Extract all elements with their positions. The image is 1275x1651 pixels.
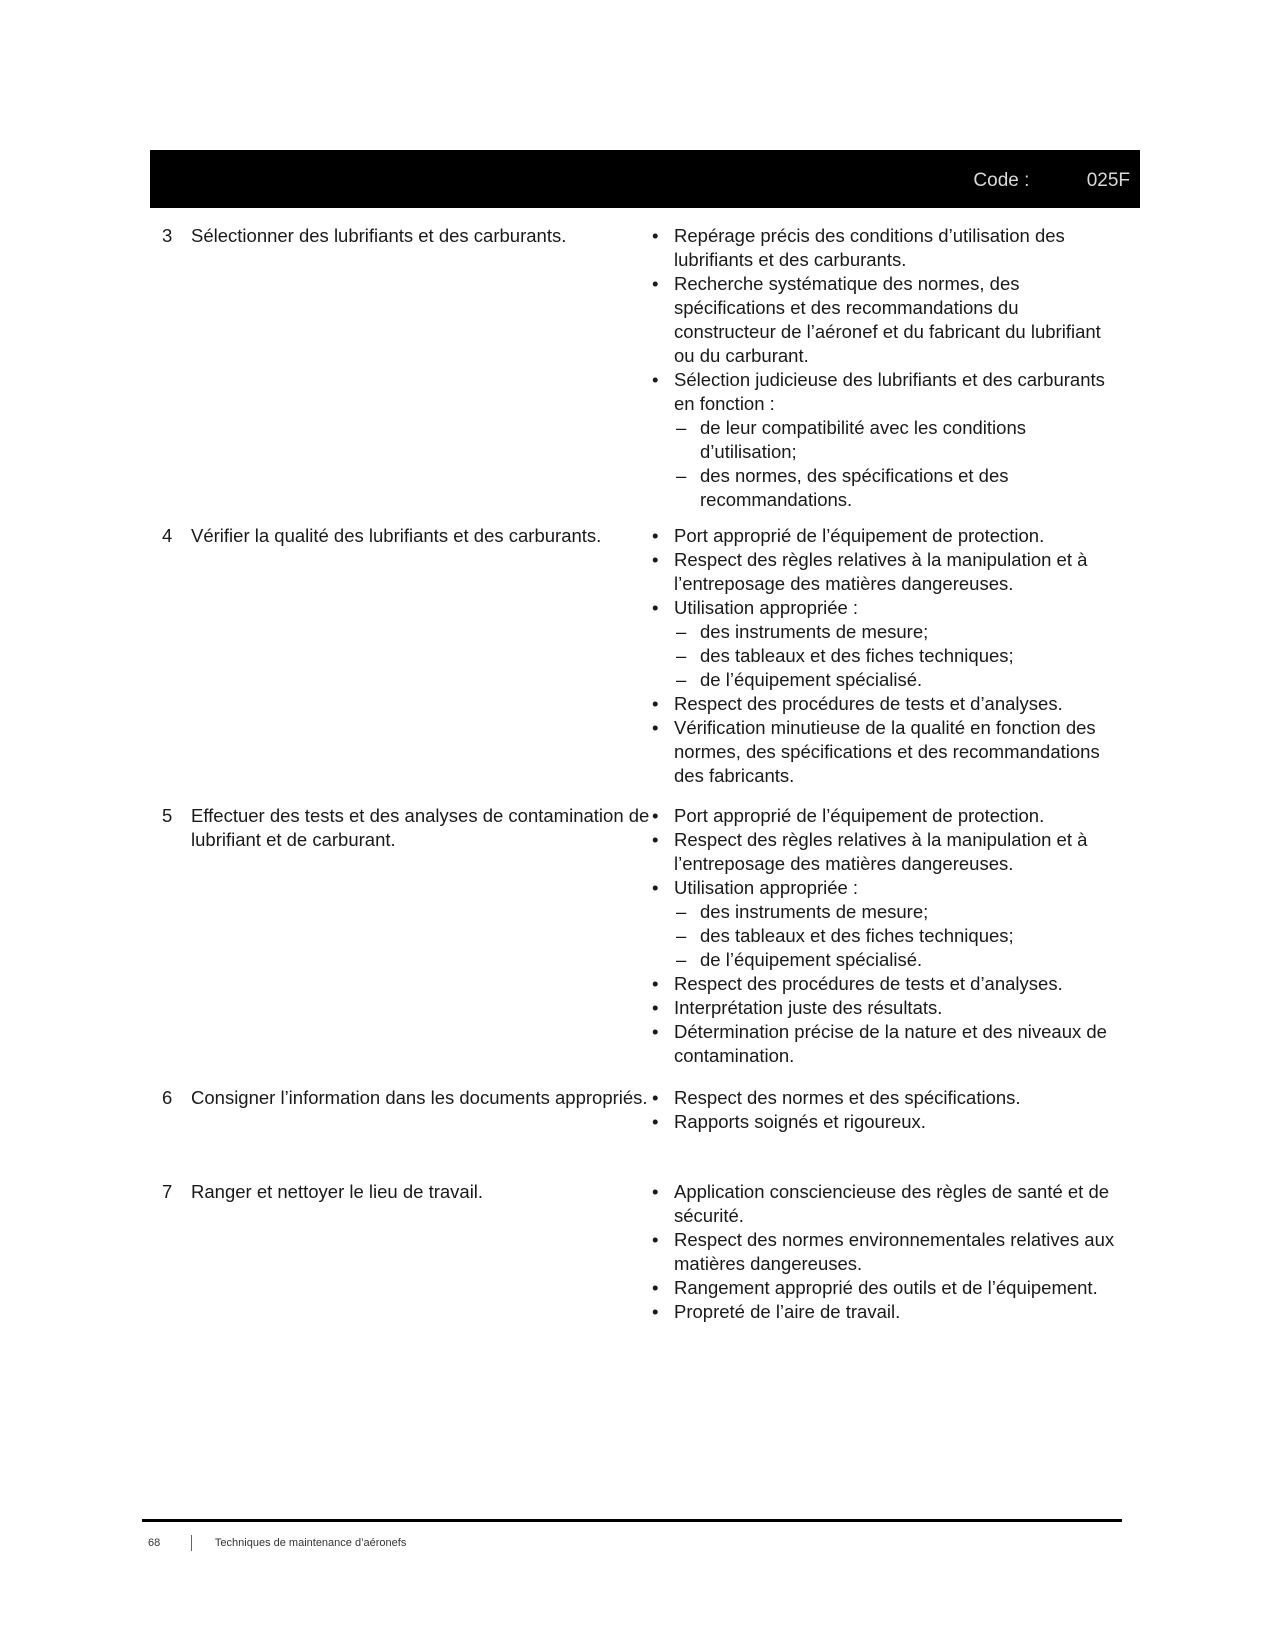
criterion-item [652, 1228, 1122, 1276]
criterion-title: Sélectionner des lubrifiants et des carburants. [191, 225, 567, 246]
criterion-item-text: Respect des normes et des spécifications. [674, 1087, 1021, 1108]
criterion-item-text: Respect des règles relatives à la manipulation et à l’entreposage des matières dangereuses. [674, 829, 1088, 874]
criterion-item [652, 1086, 1122, 1110]
criterion-item-text: Vérification minutieuse de la qualité en fonction des normes, des spécifications et des recommandations des fabricants. [674, 717, 1100, 786]
criterion-item-text: Rapports soignés et rigoureux. [674, 1111, 926, 1132]
performance-criteria-list [652, 224, 1122, 512]
criterion-item-text: Utilisation appropriée : [674, 877, 859, 898]
criterion-item-text: Interprétation juste des résultats. [674, 997, 943, 1018]
sub-item: – de l’équipement spécialisé. [674, 668, 1122, 692]
criterion-item [652, 524, 1122, 548]
criterion-number: 4 [162, 525, 173, 546]
performance-criteria-list [652, 804, 1122, 1068]
criterion-item-text: Rangement approprié des outils et de l’équipement. [674, 1277, 1098, 1298]
criterion-item [652, 692, 1122, 716]
sub-item-list [674, 416, 1122, 512]
criterion-item [652, 716, 1122, 788]
criterion-item [652, 272, 1122, 368]
header-bar [150, 150, 1140, 208]
sub-item: – des normes, des spécifications et des recommandations. [674, 464, 1122, 512]
criterion-number: 6 [162, 1087, 173, 1108]
footer [148, 1535, 406, 1551]
criterion-item-text: Sélection judicieuse des lubrifiants et des carburants en fonction : [674, 369, 1105, 414]
header-code [973, 170, 1130, 192]
criterion-item-text: Repérage précis des conditions d’utilisation des lubrifiants et des carburants. [674, 225, 1065, 270]
criterion-item [652, 548, 1122, 596]
sub-item: – des instruments de mesure; [674, 620, 1122, 644]
criterion-item-text: Utilisation appropriée : [674, 597, 859, 618]
sub-item-list [674, 620, 1122, 692]
criterion-title: Ranger et nettoyer le lieu de travail. [191, 1181, 484, 1202]
criterion-item-text: Respect des règles relatives à la manipulation et à l’entreposage des matières dangereuses. [674, 549, 1088, 594]
criterion-item-text: Respect des procédures de tests et d’analyses. [674, 693, 1063, 714]
criterion-number: 5 [162, 805, 173, 826]
criterion-item-text: Port approprié de l’équipement de protection. [674, 805, 1045, 826]
criterion-item [652, 828, 1122, 876]
criterion-item-text: Recherche systématique des normes, des spécifications et des recommandations du constructeur de l’aéronef et du fabricant du lubrifiant ou du carburant. [674, 273, 1101, 366]
criterion-number: 3 [162, 225, 173, 246]
criterion-item [652, 876, 1122, 972]
sub-item: – des tableaux et des fiches techniques; [674, 924, 1122, 948]
criterion-title: Effectuer des tests et des analyses de contamination de lubrifiant et de carburant. [191, 805, 650, 850]
criterion-item [652, 972, 1122, 996]
criterion-title: Vérifier la qualité des lubrifiants et des carburants. [191, 525, 602, 546]
criterion-item-text: Respect des normes environnementales relatives aux matières dangereuses. [674, 1229, 1115, 1274]
code-value: 025F [1086, 170, 1130, 191]
criterion-item [652, 224, 1122, 272]
criterion-item-text: Application consciencieuse des règles de santé et de sécurité. [674, 1181, 1110, 1226]
performance-criteria-list [652, 524, 1122, 788]
criterion-title: Consigner l’information dans les documents appropriés. [191, 1087, 648, 1108]
sub-item-list [674, 900, 1122, 972]
sub-item: – de l’équipement spécialisé. [674, 948, 1122, 972]
criterion-item-text: Détermination précise de la nature et des niveaux de contamination. [674, 1021, 1107, 1066]
criterion-item [652, 1300, 1122, 1324]
criterion-item [652, 1110, 1122, 1134]
criterion-item [652, 596, 1122, 692]
criterion-item [652, 368, 1122, 512]
footer-rule [142, 1519, 1122, 1522]
criterion-item [652, 1276, 1122, 1300]
criterion-item [652, 996, 1122, 1020]
criterion-item [652, 1180, 1122, 1228]
criterion-item [652, 1020, 1122, 1068]
criterion-item [652, 804, 1122, 828]
sub-item: – des tableaux et des fiches techniques; [674, 644, 1122, 668]
footer-separator [191, 1535, 192, 1551]
footer-doc-title: Techniques de maintenance d’aéronefs [214, 1536, 407, 1549]
criterion-number: 7 [162, 1181, 173, 1202]
criterion-item-text: Port approprié de l’équipement de protection. [674, 525, 1045, 546]
sub-item: – de leur compatibilité avec les conditions d’utilisation; [674, 416, 1122, 464]
criterion-item-text: Propreté de l’aire de travail. [674, 1301, 901, 1322]
performance-criteria-list [652, 1180, 1122, 1324]
criterion-item-text: Respect des procédures de tests et d’analyses. [674, 973, 1063, 994]
page-number: 68 [148, 1536, 161, 1549]
sub-item: – des instruments de mesure; [674, 900, 1122, 924]
code-label: Code : [973, 170, 1030, 191]
performance-criteria-list [652, 1086, 1122, 1134]
